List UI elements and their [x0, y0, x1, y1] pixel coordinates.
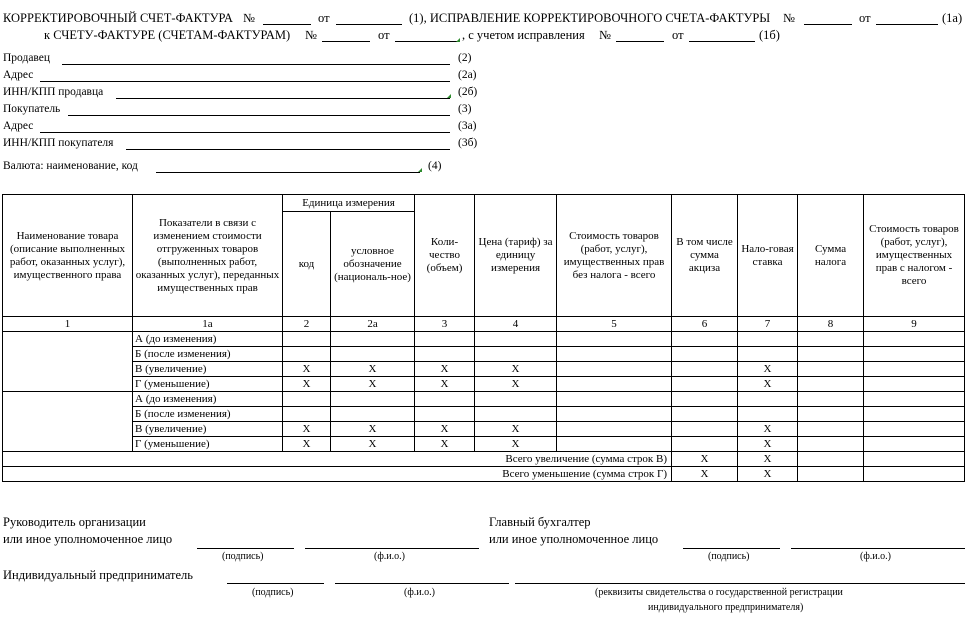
currency-code: (4)	[428, 160, 442, 172]
cell[interactable]	[738, 407, 798, 422]
seller-inn-field[interactable]	[116, 98, 450, 99]
cell[interactable]	[864, 407, 965, 422]
x-mark: X	[672, 452, 738, 467]
buyer-code: (3)	[458, 103, 472, 115]
cell[interactable]	[798, 362, 864, 377]
x-mark: X	[283, 362, 331, 377]
cell[interactable]	[557, 362, 672, 377]
cell[interactable]	[798, 332, 864, 347]
col-total-header: Стоимость товаров (работ, услуг), имущественных прав с налогом - всего	[864, 195, 965, 317]
invoice-number-field[interactable]	[322, 41, 370, 42]
total-decrease-row	[3, 467, 965, 482]
cell[interactable]	[331, 392, 415, 407]
col-number: 6	[672, 317, 738, 332]
cell[interactable]	[864, 422, 965, 437]
seller-inn-label: ИНН/КПП продавца	[3, 86, 104, 98]
col-number: 8	[798, 317, 864, 332]
correction-date-field[interactable]	[876, 24, 938, 25]
head-signature-field[interactable]	[197, 548, 294, 549]
correction-number-field[interactable]	[804, 24, 852, 25]
buyer-address-label: Адрес	[3, 120, 34, 132]
cell[interactable]	[798, 347, 864, 362]
total-increase-row	[3, 452, 965, 467]
x-mark: X	[738, 437, 798, 452]
invoice-correction-date-field[interactable]	[689, 41, 755, 42]
cell[interactable]	[798, 422, 864, 437]
col-number: 3	[415, 317, 475, 332]
head-fio-caption: (ф.и.о.)	[374, 551, 405, 562]
col-number: 2	[283, 317, 331, 332]
cell[interactable]	[798, 452, 864, 467]
cell[interactable]	[475, 407, 557, 422]
cell[interactable]	[557, 407, 672, 422]
entrepreneur-label: Индивидуальный предприниматель	[3, 568, 193, 582]
currency-field[interactable]	[156, 172, 420, 173]
table-row	[3, 347, 965, 362]
cell[interactable]	[415, 392, 475, 407]
product-name-cell[interactable]	[3, 332, 133, 392]
comment-marker-icon	[456, 38, 460, 42]
x-mark: X	[475, 377, 557, 392]
col-price-header: Цена (тариф) за единицу измерения	[475, 195, 557, 317]
cell[interactable]	[738, 347, 798, 362]
cell[interactable]	[864, 347, 965, 362]
cell[interactable]	[738, 332, 798, 347]
cell[interactable]	[557, 347, 672, 362]
x-mark: X	[738, 377, 798, 392]
cell[interactable]	[557, 332, 672, 347]
cell[interactable]	[283, 347, 331, 362]
buyer-label: Покупатель	[3, 103, 61, 115]
head-label-2: или иное уполномоченное лицо	[3, 532, 173, 546]
code-1a: (1а)	[942, 11, 963, 25]
col-cost-header: Стоимость товаров (работ, услуг), имущественных прав без налога - всего	[557, 195, 672, 317]
cell[interactable]	[864, 362, 965, 377]
col-product-header: Наименование товара (описание выполненных работ, оказанных услуг), имущественного права	[3, 195, 133, 317]
table-row	[3, 437, 965, 452]
no-label: №	[243, 11, 255, 25]
invoice-date-field[interactable]	[395, 41, 459, 42]
table-row	[3, 362, 965, 377]
x-mark: X	[475, 362, 557, 377]
row-label: Г (уменьшение)	[133, 437, 283, 452]
cell[interactable]	[864, 377, 965, 392]
invoice-correction-from-label: от	[672, 28, 684, 42]
correction-title: (1), ИСПРАВЛЕНИЕ КОРРЕКТИРОВОЧНОГО СЧЕТА-ФАКТУРЫ	[409, 11, 771, 25]
seller-address-field[interactable]	[40, 81, 450, 82]
registration-caption-1: (реквизиты свидетельства о государственной регистрации	[595, 587, 843, 598]
buyer-address-code: (3а)	[458, 120, 477, 132]
col-number: 7	[738, 317, 798, 332]
x-mark: X	[331, 437, 415, 452]
cell[interactable]	[331, 332, 415, 347]
col-number: 9	[864, 317, 965, 332]
row-label: Б (после изменения)	[133, 347, 283, 362]
table-row	[3, 422, 965, 437]
total-increase-label: Всего увеличение (сумма строк В)	[3, 452, 672, 467]
x-mark: X	[415, 422, 475, 437]
cell[interactable]	[283, 332, 331, 347]
cell[interactable]	[283, 407, 331, 422]
table-row	[3, 377, 965, 392]
cell[interactable]	[864, 392, 965, 407]
row-label: В (увеличение)	[133, 362, 283, 377]
x-mark: X	[738, 467, 798, 482]
col-number: 4	[475, 317, 557, 332]
registration-field[interactable]	[515, 583, 965, 584]
head-sign-caption: (подпись)	[222, 551, 264, 562]
product-name-cell[interactable]	[3, 392, 133, 452]
cell[interactable]	[557, 392, 672, 407]
accountant-sign-caption: (подпись)	[708, 551, 750, 562]
x-mark: X	[738, 422, 798, 437]
seller-inn-code: (2б)	[458, 86, 478, 98]
x-mark: X	[283, 377, 331, 392]
seller-address-code: (2а)	[458, 69, 477, 81]
x-mark: X	[331, 377, 415, 392]
correction-from-label: от	[859, 11, 871, 25]
head-fio-field[interactable]	[305, 548, 479, 549]
cell[interactable]	[475, 347, 557, 362]
invoice-correction-no-label: №	[599, 28, 611, 42]
x-mark: X	[475, 422, 557, 437]
cell[interactable]	[798, 467, 864, 482]
seller-code: (2)	[458, 52, 472, 64]
cell[interactable]	[864, 332, 965, 347]
x-mark: X	[672, 467, 738, 482]
cell[interactable]	[798, 392, 864, 407]
accountant-fio-field[interactable]	[791, 548, 965, 549]
row-label: Г (уменьшение)	[133, 377, 283, 392]
seller-label: Продавец	[3, 52, 51, 64]
comment-marker-icon	[447, 94, 451, 98]
cell[interactable]	[864, 437, 965, 452]
invoice-ref-title: к СЧЕТУ-ФАКТУРЕ (СЧЕТАМ-ФАКТУРАМ)	[44, 28, 291, 42]
cell[interactable]	[672, 347, 738, 362]
cell[interactable]	[557, 437, 672, 452]
cell[interactable]	[672, 422, 738, 437]
buyer-inn-label: ИНН/КПП покупателя	[3, 137, 114, 149]
head-label: Руководитель организации	[3, 515, 146, 529]
cell[interactable]	[475, 392, 557, 407]
seller-address-label: Адрес	[3, 69, 34, 81]
col-unit-code-header: код	[283, 212, 331, 317]
col-number: 5	[557, 317, 672, 332]
entrepreneur-signature-field[interactable]	[227, 583, 324, 584]
buyer-field[interactable]	[68, 115, 450, 116]
code-1b: (1б)	[759, 28, 780, 42]
cell[interactable]	[415, 407, 475, 422]
cell[interactable]	[331, 347, 415, 362]
x-mark: X	[738, 362, 798, 377]
currency-label: Валюта: наименование, код	[3, 160, 138, 172]
cell[interactable]	[557, 377, 672, 392]
date-field[interactable]	[336, 24, 402, 25]
cell[interactable]	[672, 392, 738, 407]
cell[interactable]	[415, 332, 475, 347]
correction-no-label: №	[783, 11, 795, 25]
col-rate-header: Нало-говая ставка	[738, 195, 798, 317]
x-mark: X	[283, 437, 331, 452]
x-mark: X	[331, 362, 415, 377]
cell[interactable]	[557, 422, 672, 437]
x-mark: X	[331, 422, 415, 437]
row-label: А (до изменения)	[133, 332, 283, 347]
cell[interactable]	[864, 452, 965, 467]
table-row	[3, 392, 965, 407]
cell[interactable]	[672, 362, 738, 377]
buyer-inn-code: (3б)	[458, 137, 478, 149]
x-mark: X	[415, 437, 475, 452]
col-quantity-header: Коли-чество (объем)	[415, 195, 475, 317]
invoice-correction-number-field[interactable]	[616, 41, 664, 42]
with-correction-label: , с учетом исправления	[462, 28, 585, 42]
cell[interactable]	[672, 407, 738, 422]
invoice-from-label: от	[378, 28, 390, 42]
accountant-signature-field[interactable]	[683, 548, 780, 549]
cell[interactable]	[798, 437, 864, 452]
invoice-table	[2, 194, 965, 482]
comment-marker-icon	[418, 168, 422, 172]
cell[interactable]	[672, 332, 738, 347]
row-label: Б (после изменения)	[133, 407, 283, 422]
table-row	[3, 332, 965, 347]
cell[interactable]	[283, 392, 331, 407]
x-mark: X	[283, 422, 331, 437]
accountant-label-2: или иное уполномоченное лицо	[489, 532, 659, 546]
from-label: от	[318, 11, 330, 25]
entrepreneur-fio-caption: (ф.и.о.)	[404, 587, 435, 598]
cell[interactable]	[475, 332, 557, 347]
seller-field[interactable]	[62, 64, 450, 65]
cell[interactable]	[864, 467, 965, 482]
x-mark: X	[415, 377, 475, 392]
cell[interactable]	[672, 377, 738, 392]
cell[interactable]	[738, 392, 798, 407]
x-mark: X	[738, 452, 798, 467]
buyer-address-field[interactable]	[40, 132, 450, 133]
x-mark: X	[415, 362, 475, 377]
table-row	[3, 407, 965, 422]
total-decrease-label: Всего уменьшение (сумма строк Г)	[3, 467, 672, 482]
unit-group-header: Единица измерения	[283, 195, 415, 212]
accountant-label: Главный бухгалтер	[489, 515, 591, 529]
col-number: 1	[3, 317, 133, 332]
accountant-fio-caption: (ф.и.о.)	[860, 551, 891, 562]
entrepreneur-sign-caption: (подпись)	[252, 587, 294, 598]
row-label: А (до изменения)	[133, 392, 283, 407]
col-excise-header: В том числе сумма акциза	[672, 195, 738, 317]
cell[interactable]	[672, 437, 738, 452]
doc-title: КОРРЕКТИРОВОЧНЫЙ СЧЕТ-ФАКТУРА	[3, 11, 233, 25]
col-tax-header: Сумма налога	[798, 195, 864, 317]
registration-caption-2: индивидуального предпринимателя)	[648, 602, 804, 613]
col-number: 2а	[331, 317, 415, 332]
col-number: 1а	[133, 317, 283, 332]
entrepreneur-fio-field[interactable]	[335, 583, 509, 584]
col-indicators-header: Показатели в связи с изменением стоимости отгруженных товаров (выполненных работ, оказанных услуг), переданных имущественных прав	[133, 195, 283, 317]
invoice-no-label: №	[305, 28, 317, 42]
col-unit-name-header: условное обозначение (националь-ное)	[331, 212, 415, 317]
row-label: В (увеличение)	[133, 422, 283, 437]
cell[interactable]	[415, 347, 475, 362]
cell[interactable]	[331, 407, 415, 422]
number-field[interactable]	[263, 24, 311, 25]
cell[interactable]	[798, 407, 864, 422]
buyer-inn-field[interactable]	[126, 149, 450, 150]
cell[interactable]	[798, 377, 864, 392]
x-mark: X	[475, 437, 557, 452]
